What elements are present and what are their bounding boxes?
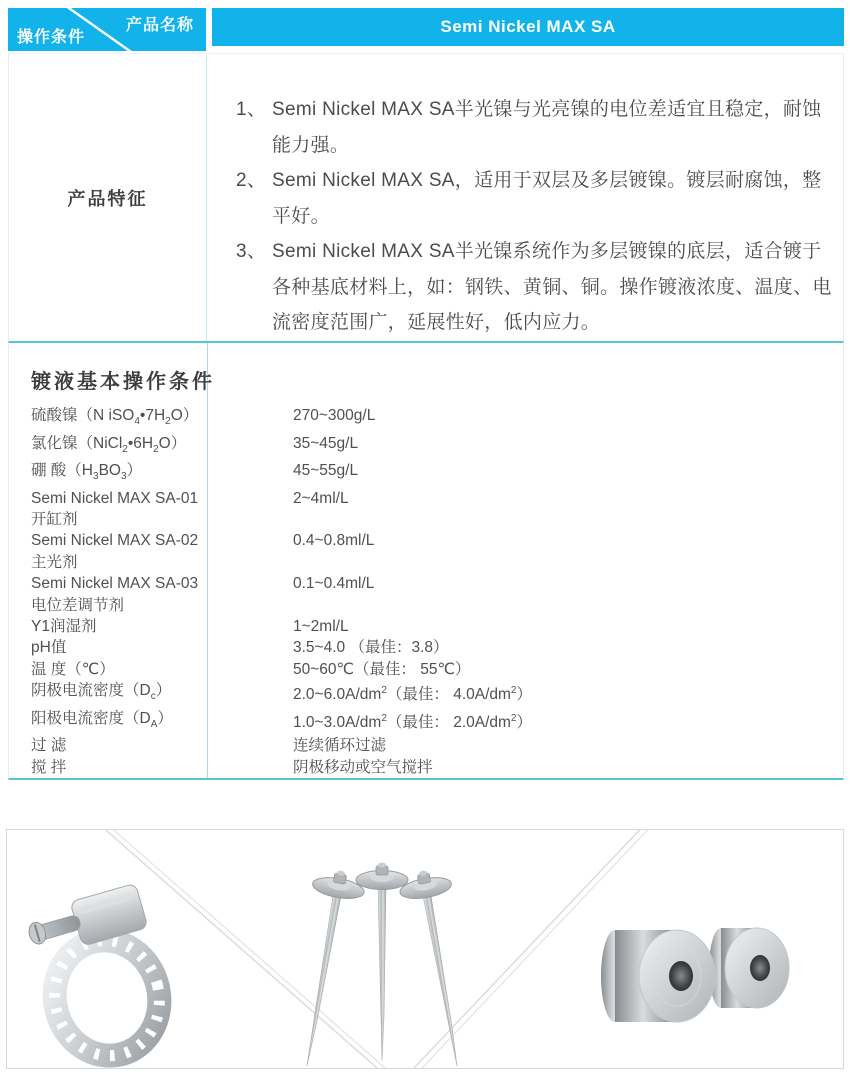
param-value: [293, 509, 833, 530]
features-row: [8, 53, 844, 343]
param-value: 45~55g/L: [293, 462, 359, 479]
param-label: 过 滤: [31, 737, 67, 755]
bath-param-row: [31, 659, 833, 680]
bath-conditions-row: [8, 343, 844, 780]
param-value: 0.4~0.8ml/L: [293, 532, 375, 550]
feature-text: Semi Nickel MAX SA，适用于双层及多层镀镍。镀层耐腐蚀，整平好。: [272, 170, 822, 227]
param-value: 连续循环过滤: [293, 737, 387, 755]
param-value: 35~45g/L: [293, 434, 359, 452]
param-label: 电位差调节剂: [31, 596, 125, 614]
bath-param-row: [31, 708, 833, 736]
features-list: [236, 92, 833, 341]
features-row-label: 产品特征: [9, 54, 207, 341]
product-title-bar: Semi Nickel MAX SA: [212, 8, 844, 46]
bath-param-row: [31, 595, 833, 616]
param-label: Semi Nickel MAX SA-02: [31, 532, 199, 550]
bath-params-list: [31, 405, 833, 778]
param-label: 搅 拌: [31, 758, 67, 776]
bath-param-row: [31, 616, 833, 637]
param-label: 温 度（℃）: [31, 660, 115, 678]
bath-param-row: [31, 637, 833, 658]
product-photo-strip: [6, 829, 844, 1069]
corner-header-cell: [8, 8, 206, 51]
param-value: 1~2ml/L: [293, 617, 349, 635]
bath-param-row: [31, 509, 833, 530]
bath-param-row: [31, 552, 833, 573]
steel-coils-photo: [589, 916, 799, 1036]
param-value: 3.5~4.0 （最佳：3.8）: [293, 639, 449, 657]
param-value: 270~300g/L: [293, 407, 376, 424]
param-label: Semi Nickel MAX SA-03: [31, 575, 199, 593]
bath-param-row: [31, 405, 833, 433]
param-label: 阳极电流密度$(D_A)$: [31, 709, 173, 730]
bath-param-row: [31, 488, 833, 509]
spec-table: [8, 8, 844, 780]
param-label: 开缸剂: [31, 510, 78, 528]
param-value: 2~4ml/L: [293, 489, 349, 507]
param-label: 硼 酸$(H_3BO_3)$: [31, 462, 143, 483]
feature-number: 3、: [236, 241, 267, 262]
bath-param-row: [31, 573, 833, 594]
param-value: [293, 595, 833, 616]
feature-number: 1、: [236, 99, 267, 120]
param-label: Y1润湿剂: [31, 617, 97, 635]
param-value: $1.0\sim 3.0A/dm^2$（最佳： $2.0A/dm^2$）: [293, 712, 532, 731]
param-label: 阴极电流密度$(D_c)$: [31, 682, 172, 703]
feature-text: Semi Nickel MAX SA半光镍与光亮镍的电位差适宜且稳定，耐蚀能力强。: [272, 99, 822, 156]
corner-label-operating-conditions: 操作条件: [17, 29, 86, 46]
bath-conditions-heading: 镀液基本操作条件: [31, 371, 215, 393]
param-value: 阴极移动或空气搅拌: [293, 758, 433, 776]
param-value: $2.0\sim 6.0A/dm^2$（最佳： $4.0A/dm^2$）: [293, 685, 532, 704]
param-label: 主光剂: [31, 553, 78, 571]
corner-label-product-name: 产品名称: [125, 17, 194, 34]
bath-param-row: [31, 735, 833, 756]
feature-text: Semi Nickel MAX SA半光镍系统作为多层镀镍的底层，适合镀于各种基底材料上，如：钢铁、黄铜、铜。操作镀液浓度、温度、电流密度范围广，延展性好，低内应力。: [272, 241, 832, 333]
param-value: 0.1~0.4ml/L: [293, 575, 375, 593]
param-value: 50~60℃（最佳： 55℃）: [293, 660, 471, 678]
hose-clamp-photo: [29, 880, 179, 1065]
param-value: [293, 552, 833, 573]
bath-param-row: [31, 757, 833, 778]
param-label: Semi Nickel MAX SA-01: [31, 489, 199, 507]
bath-param-row: [31, 433, 833, 461]
bath-param-row: [31, 530, 833, 551]
table-header-row: [8, 8, 844, 53]
feature-item: [236, 92, 833, 163]
feature-number: 2、: [236, 170, 267, 191]
roofing-nails-photo: [287, 846, 492, 1066]
param-label: pH值: [31, 639, 67, 657]
feature-item: [236, 163, 833, 234]
bath-param-row: [31, 680, 833, 708]
feature-item: [236, 234, 833, 341]
param-label: 氯化镍$(NiCl_2•6H_2O)$: [31, 434, 187, 455]
bath-param-row: [31, 460, 833, 488]
param-label: 硫酸镍（N $iSO_4•7H_2O$）: [31, 407, 199, 428]
